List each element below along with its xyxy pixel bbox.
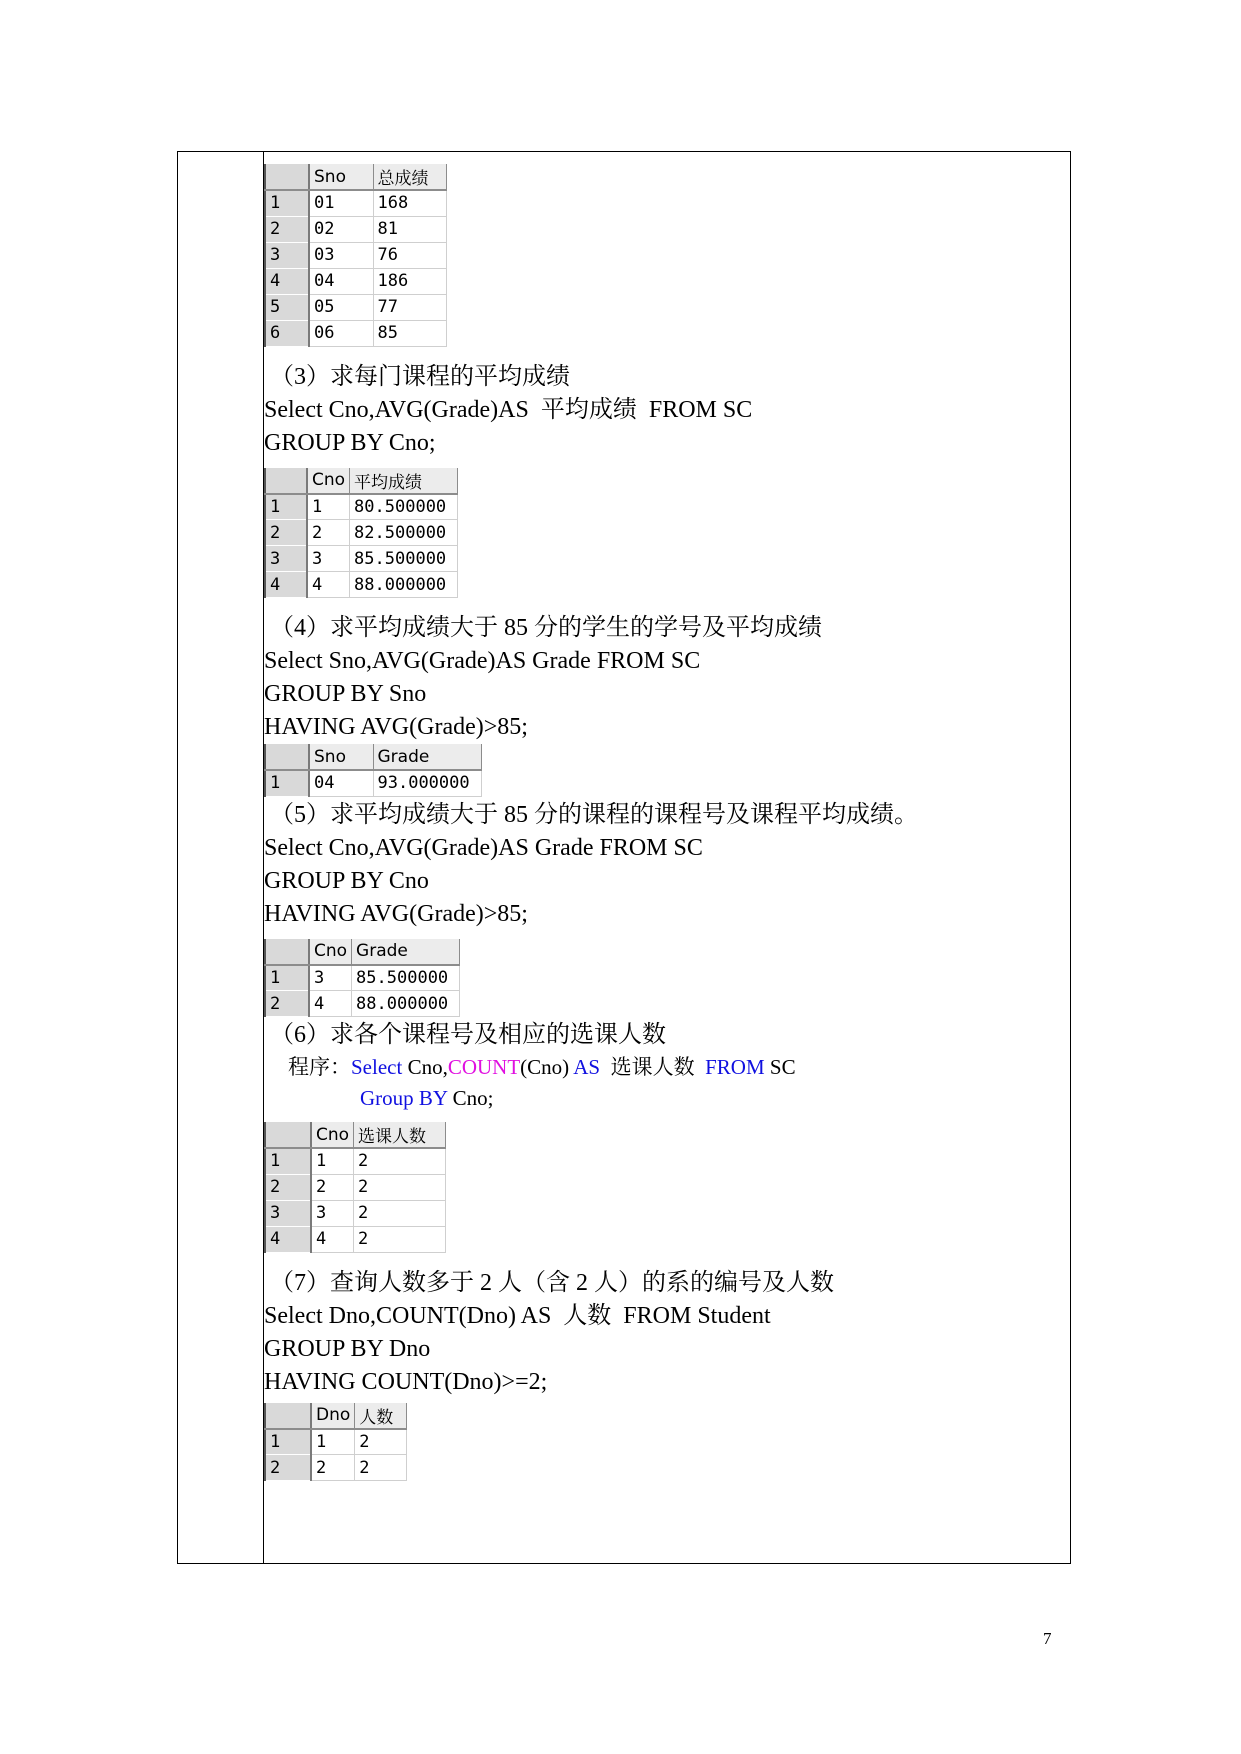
grid-cell: 3 (311, 1200, 354, 1226)
sql-keyword: Select (351, 1055, 403, 1079)
grid-cell: 2 (355, 1455, 407, 1481)
grid-cell: 02 (309, 216, 373, 242)
grid-cell: 85 (373, 320, 446, 346)
row-number: 2 (265, 520, 307, 546)
result-grid-department-count (264, 1403, 407, 1482)
row-number: 2 (265, 216, 309, 242)
row-number: 2 (265, 1174, 311, 1200)
grid-cell: 2 (354, 1226, 446, 1252)
grid-header: Sno (309, 744, 373, 770)
query-6-program-line (264, 1083, 1064, 1114)
grid-cell: 82.500000 (350, 520, 458, 546)
grid-cell: 76 (373, 242, 446, 268)
grid-header: Cno (309, 939, 352, 965)
grid-row (265, 190, 446, 216)
grid-cell: 3 (307, 546, 350, 572)
grid-header: Grade (373, 744, 481, 770)
grid-cell: 85.500000 (350, 546, 458, 572)
query-3-sql-line: GROUP BY Cno; (264, 429, 436, 456)
grid-cell: 1 (311, 1148, 354, 1174)
sql-text: SC (764, 1055, 796, 1079)
grid-cell: 81 (373, 216, 446, 242)
grid-row (265, 1226, 446, 1252)
grid-cell: 2 (307, 520, 350, 546)
grid-cell: 80.500000 (350, 494, 458, 520)
row-number: 6 (265, 320, 309, 346)
grid-cell: 85.500000 (352, 965, 460, 991)
query-5-sql-line: GROUP BY Cno (264, 867, 429, 894)
grid-header: 总成绩 (373, 164, 446, 190)
grid-header: 人数 (355, 1403, 407, 1429)
grid-row (265, 494, 458, 520)
row-number: 4 (265, 1226, 311, 1252)
page-number: 7 (1043, 1629, 1052, 1648)
query-5-title: （5）求平均成绩大于 85 分的课程的课程号及课程平均成绩。 (270, 801, 918, 828)
query-4-sql-line: GROUP BY Sno (264, 681, 427, 707)
grid-cell: 04 (309, 770, 373, 796)
grid-row (265, 770, 481, 796)
grid-cell: 01 (309, 190, 373, 216)
sql-text: Cno; (447, 1086, 494, 1110)
query-4-sql-line: Select Sno,AVG(Grade)AS Grade FROM SC (264, 648, 701, 674)
grid-row (265, 1429, 407, 1455)
grid-row (265, 216, 446, 242)
sql-keyword: AS (573, 1055, 601, 1079)
grid-row (265, 991, 460, 1017)
row-number: 1 (265, 1148, 311, 1174)
grid-cell: 4 (311, 1226, 354, 1252)
grid-cell: 2 (355, 1429, 407, 1455)
grid-header: 平均成绩 (350, 468, 458, 494)
sql-keyword: FROM (705, 1055, 765, 1079)
grid-cell: 03 (309, 242, 373, 268)
grid-corner (265, 1122, 311, 1148)
row-number: 1 (265, 965, 309, 991)
query-7-sql-line: HAVING COUNT(Dno)>=2; (264, 1368, 548, 1395)
grid-corner (265, 939, 309, 965)
result-grid-enrollment-count (264, 1122, 446, 1253)
sql-keyword: Group BY (360, 1086, 448, 1110)
query-3-title: （3）求每门课程的平均成绩 (270, 363, 570, 390)
query-7-sql-line: Select Dno,COUNT(Dno) AS 人数 FROM Student (264, 1302, 771, 1329)
grid-row (265, 268, 446, 294)
row-number: 1 (265, 770, 309, 796)
row-number: 2 (265, 991, 309, 1017)
sql-function: COUNT (447, 1055, 521, 1079)
grid-row (265, 520, 458, 546)
row-number: 1 (265, 494, 307, 520)
grid-cell: 4 (307, 572, 350, 598)
query-7-title: （7）查询人数多于 2 人（含 2 人）的系的编号及人数 (270, 1269, 834, 1296)
result-grid-student-average (264, 744, 482, 797)
grid-cell: 05 (309, 294, 373, 320)
row-number: 3 (265, 242, 309, 268)
grid-corner (265, 1403, 311, 1429)
grid-cell: 1 (307, 494, 350, 520)
result-grid-course-average (264, 468, 458, 599)
grid-row (265, 1174, 446, 1200)
grid-cell: 93.000000 (373, 770, 481, 796)
row-number: 3 (265, 546, 307, 572)
query-7-sql-line: GROUP BY Dno (264, 1335, 431, 1362)
query-5-sql-line: Select Cno,AVG(Grade)AS Grade FROM SC (264, 834, 703, 861)
grid-row (265, 1200, 446, 1226)
sql-text: Cno, (402, 1055, 448, 1079)
grid-cell: 1 (311, 1429, 355, 1455)
result-grid-total-score (264, 164, 447, 347)
grid-header: Cno (311, 1122, 354, 1148)
grid-cell: 77 (373, 294, 446, 320)
row-number: 4 (265, 268, 309, 294)
row-number: 1 (265, 1429, 311, 1455)
program-label: 程序： (288, 1055, 351, 1079)
grid-cell: 4 (309, 991, 352, 1017)
query-6-program-line (264, 1052, 1064, 1083)
grid-cell: 2 (354, 1148, 446, 1174)
result-grid-course-over-85 (264, 939, 460, 1018)
grid-cell: 88.000000 (352, 991, 460, 1017)
report-content (264, 164, 1064, 1481)
grid-header: Sno (309, 164, 373, 190)
query-3-sql-line: Select Cno,AVG(Grade)AS 平均成绩 FROM SC (264, 396, 753, 423)
grid-corner (265, 468, 307, 494)
grid-row (265, 294, 446, 320)
grid-cell: 2 (311, 1174, 354, 1200)
grid-row (265, 242, 446, 268)
row-number: 5 (265, 294, 309, 320)
grid-header: Grade (352, 939, 460, 965)
grid-corner (265, 164, 309, 190)
grid-row (265, 320, 446, 346)
grid-row (265, 572, 458, 598)
grid-cell: 88.000000 (350, 572, 458, 598)
grid-cell: 06 (309, 320, 373, 346)
grid-row (265, 1455, 407, 1481)
sql-text: 选课人数 (600, 1055, 706, 1079)
row-number: 4 (265, 572, 307, 598)
grid-header: Cno (307, 468, 350, 494)
row-number: 1 (265, 190, 309, 216)
grid-cell: 186 (373, 268, 446, 294)
grid-cell: 3 (309, 965, 352, 991)
grid-row (265, 965, 460, 991)
grid-cell: 168 (373, 190, 446, 216)
grid-header: Dno (311, 1403, 355, 1429)
grid-row (265, 546, 458, 572)
grid-cell: 2 (354, 1200, 446, 1226)
grid-cell: 2 (354, 1174, 446, 1200)
query-6-title: （6）求各个课程号及相应的选课人数 (270, 1022, 666, 1048)
sql-text: (Cno) (520, 1055, 574, 1079)
grid-row (265, 1148, 446, 1174)
grid-cell: 2 (311, 1455, 355, 1481)
query-4-sql-line: HAVING AVG(Grade)>85; (264, 714, 528, 740)
row-number: 2 (265, 1455, 311, 1481)
grid-cell: 04 (309, 268, 373, 294)
query-5-sql-line: HAVING AVG(Grade)>85; (264, 900, 528, 927)
grid-corner (265, 744, 309, 770)
query-4-title: （4）求平均成绩大于 85 分的学生的学号及平均成绩 (270, 615, 822, 641)
grid-header: 选课人数 (354, 1122, 446, 1148)
row-number: 3 (265, 1200, 311, 1226)
